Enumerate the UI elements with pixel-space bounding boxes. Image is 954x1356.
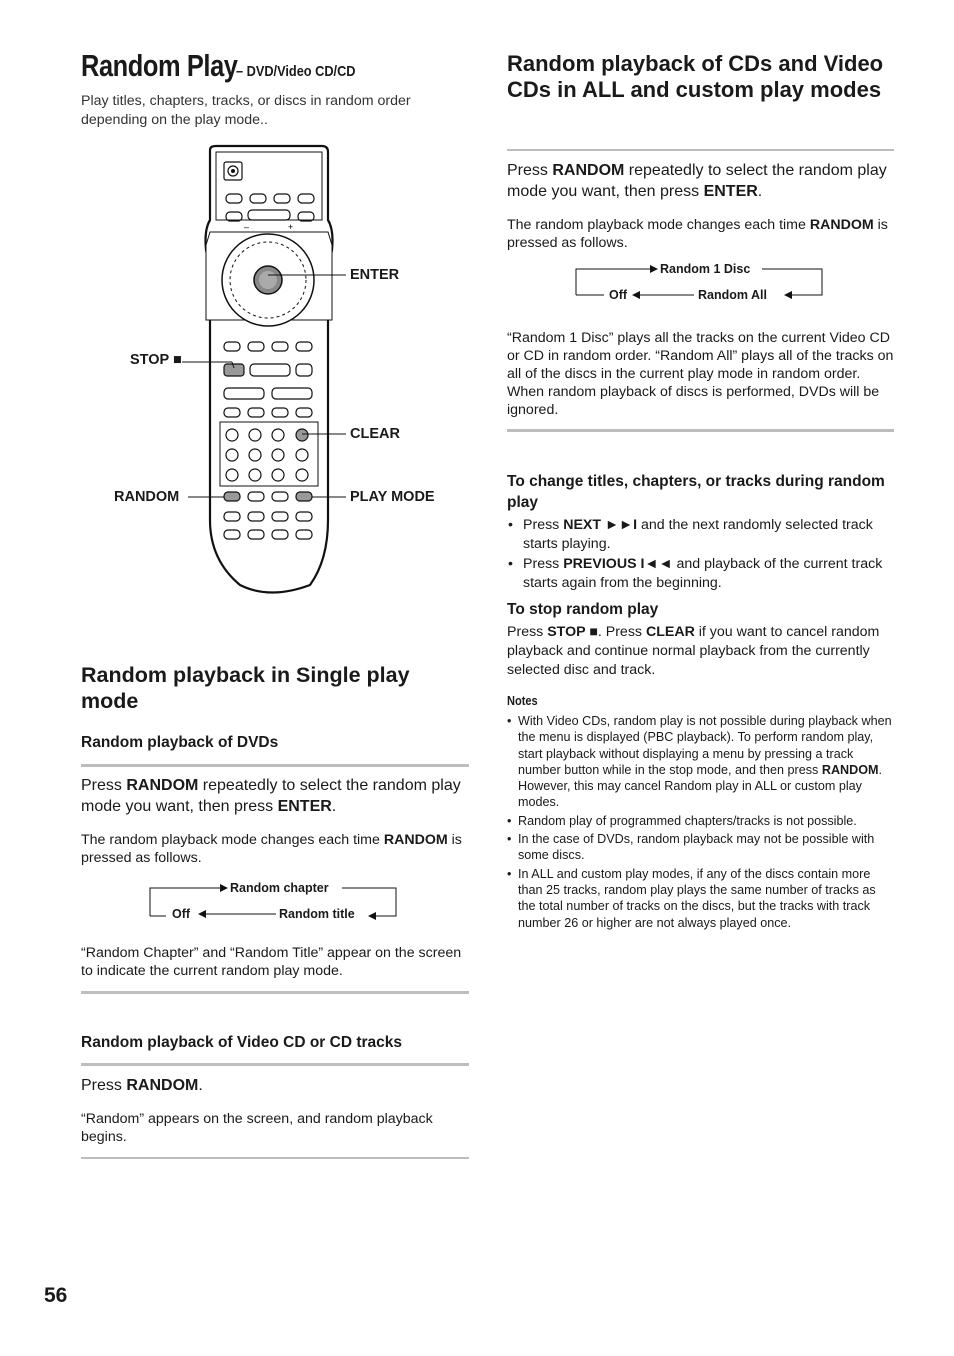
callout-stop: STOP ■: [130, 352, 182, 368]
dvd-cycle-intro: The random playback mode changes each time RANDOM is pressed as follows.: [81, 832, 462, 866]
dvd-instruction: Press RANDOM repeatedly to select the random play mode you want, then press ENTER.: [81, 777, 461, 815]
divider: [81, 1157, 469, 1159]
divider: [81, 991, 469, 994]
list-item: • Press PREVIOUS I◄◄ and playback of the current track starts again from the beginning.: [507, 555, 894, 593]
callout-enter: ENTER: [350, 267, 400, 283]
cycle-random-all: Random All: [698, 288, 767, 302]
change-list: [507, 516, 894, 594]
vcd-subheading: Random playback of Video CD or CD tracks: [81, 1034, 402, 1051]
dvd-subheading: Random playback of DVDs: [81, 734, 279, 751]
note-item: • With Video CDs, random play is not possible during playback when the menu is displayed (PBC playback). To perform random play, start playback without displaying a menu by pressing a track number button while in the stop mode, and then press RANDOM. However, this may cancel Random play in ALL or custom play modes.: [507, 713, 894, 811]
note-item: • Random play of programmed chapters/tracks is not possible.: [507, 813, 894, 829]
page-title: Random Play: [81, 48, 238, 83]
page-subtitle: – DVD/Video CD/CD: [236, 63, 356, 80]
page-title-block: [81, 48, 469, 84]
divider: [81, 764, 469, 767]
cycle-random-chapter: Random chapter: [230, 881, 329, 895]
note-item: • In the case of DVDs, random playback may not be possible with some discs.: [507, 831, 894, 864]
all-mode-description: “Random 1 Disc” plays all the tracks on the current Video CD or CD in random order. “Random All” plays all of the tracks on all of the discs in the current play mode in random order. When random playback of discs is performed, DVDs will be ignored.: [507, 330, 894, 418]
cycle-random-title: Random title: [279, 907, 355, 921]
cycle-random-1-disc: Random 1 Disc: [660, 262, 751, 276]
divider: [507, 429, 894, 432]
all-mode-cycle-intro: The random playback mode changes each time RANDOM is pressed as follows.: [507, 217, 888, 251]
minus-sign: –: [244, 222, 250, 232]
plus-sign: +: [288, 222, 294, 232]
divider: [507, 149, 894, 151]
callout-clear: CLEAR: [350, 426, 400, 442]
stop-heading: To stop random play: [507, 601, 659, 618]
list-item: • Press NEXT ►►I and the next randomly selected track starts playing.: [507, 516, 894, 554]
stop-text: Press STOP ■. Press CLEAR if you want to cancel random playback and continue normal playback from the currently selected disc and track.: [507, 624, 880, 678]
notes-heading: Notes: [507, 693, 538, 708]
intro-text: Play titles, chapters, tracks, or discs in random order depending on the play mode..: [81, 93, 411, 128]
note-item: • In ALL and custom play modes, if any of the discs contain more than 25 tracks, random play plays the same number of tracks as the total number of tracks on the discs, but the tracks with track number 26 or higher are not always played once.: [507, 866, 894, 931]
dvd-screen-note: “Random Chapter” and “Random Title” appear on the screen to indicate the current random play mode.: [81, 945, 462, 979]
single-mode-heading: Random playback in Single play mode: [81, 663, 410, 713]
vcd-instruction: Press RANDOM.: [81, 1077, 203, 1094]
divider: [81, 1063, 469, 1066]
change-heading: To change titles, chapters, or tracks during random play: [507, 473, 885, 511]
vcd-note: “Random” appears on the screen, and random playback begins.: [81, 1111, 433, 1145]
notes-list: [507, 713, 894, 933]
notes-heading-wrap: [507, 692, 894, 710]
remote-illustration: [110, 140, 450, 600]
cycle-off: Off: [609, 288, 628, 302]
all-mode-heading: Random playback of CDs and Video CDs in ALL and custom play modes: [507, 51, 884, 102]
callout-random: RANDOM: [114, 489, 180, 505]
page-number: 56: [44, 1284, 68, 1307]
all-mode-instruction: Press RANDOM repeatedly to select the random play mode you want, then press ENTER.: [507, 162, 887, 200]
callout-play-mode: PLAY MODE: [350, 489, 435, 505]
cycle-off: Off: [172, 907, 191, 921]
